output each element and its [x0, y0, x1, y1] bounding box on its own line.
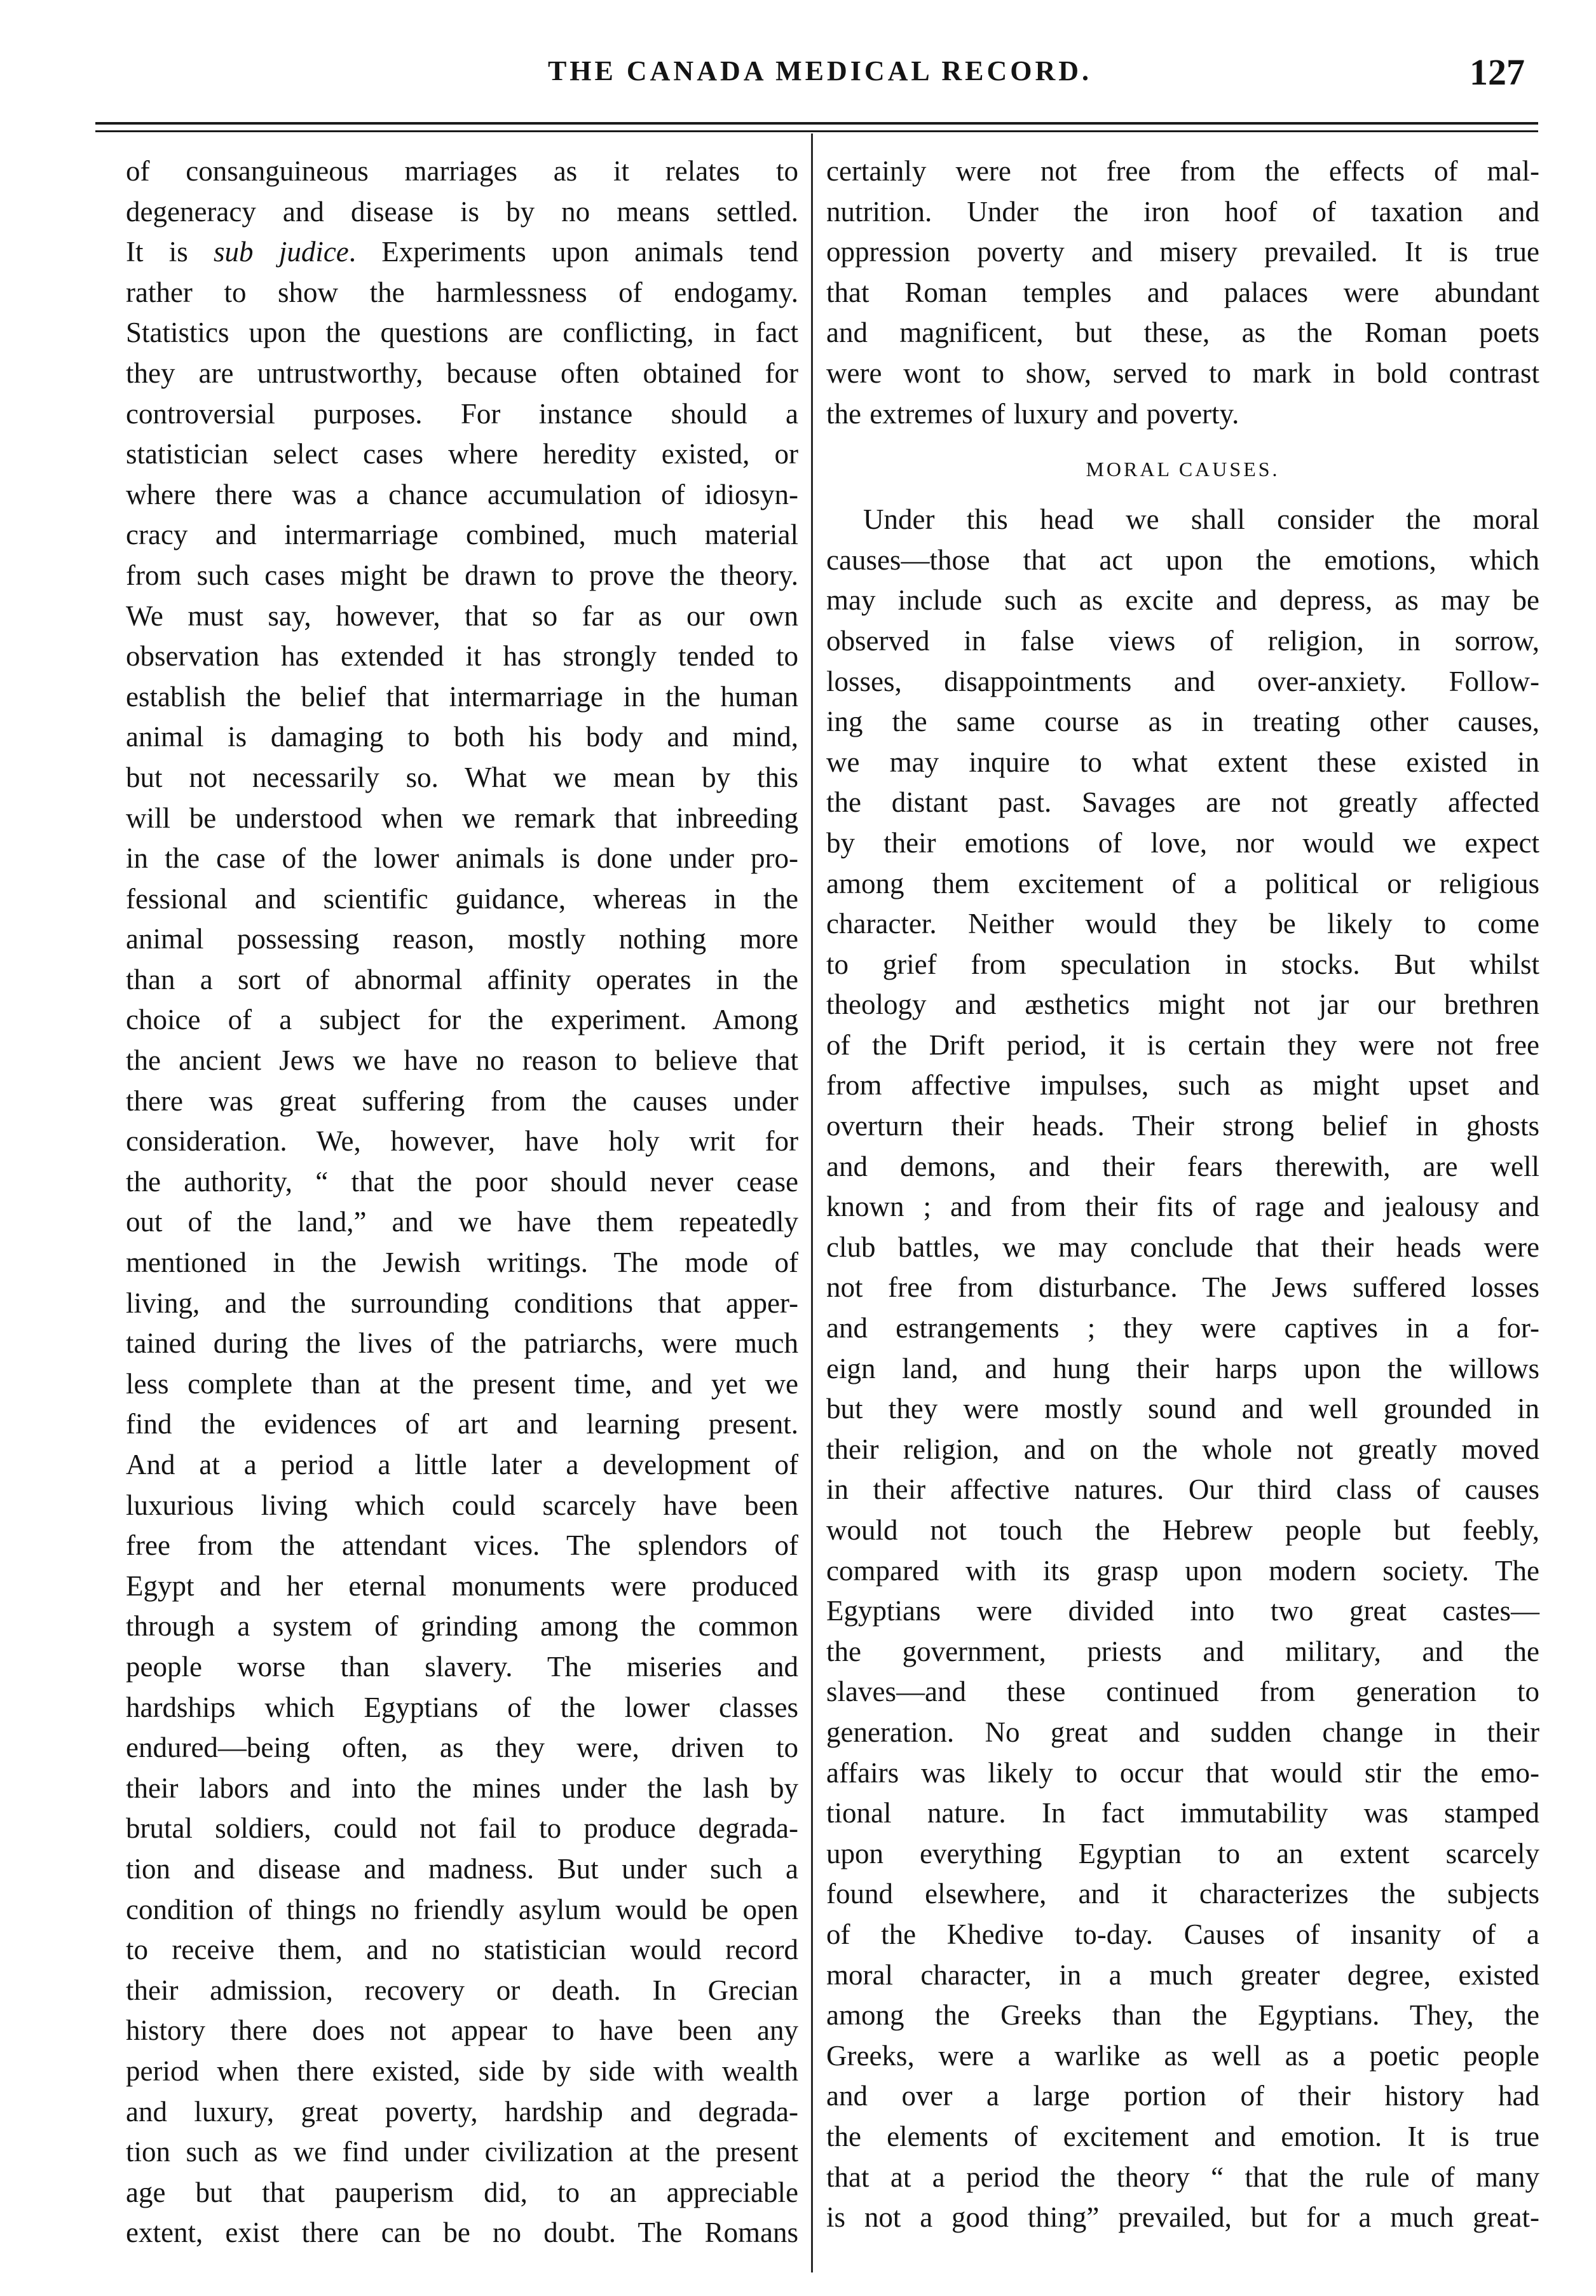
header-rule-top	[95, 122, 1538, 125]
text-line: their admission, recovery or death. In Grecian	[126, 1974, 798, 2006]
text-line: eign land, and hung their harps upon the willows	[826, 1352, 1539, 1384]
text-line: hardships which Egyptians of the lower classes	[126, 1691, 798, 1723]
text-line: of consanguineous marriages as it relates to	[126, 155, 798, 187]
text-line: slaves—and these continued from generation to	[826, 1676, 1539, 1708]
text-line: club battles, we may conclude that their heads were	[826, 1231, 1539, 1263]
text-line: It is sub judice. Experiments upon animals tend	[126, 236, 798, 268]
journal-title: THE CANADA MEDICAL RECORD.	[547, 55, 1093, 86]
text-line: tional nature. In fact immutability was stamped	[826, 1797, 1539, 1829]
text-line: tion such as we find under civilization at the present	[126, 2136, 798, 2168]
text-line: that Roman temples and palaces were abundant	[826, 276, 1539, 308]
text-line: to receive them, and no statistician would record	[126, 1934, 798, 1966]
text-line: Egypt and her eternal monuments were produced	[126, 1569, 798, 1602]
text-line: condition of things no friendly asylum would be open	[126, 1893, 798, 1925]
text-line: theology and æsthetics might not jar our brethren	[826, 988, 1539, 1021]
text-line: consideration. We, however, have holy writ for	[126, 1125, 798, 1158]
text-line: the distant past. Savages are not greatly affected	[826, 786, 1539, 819]
text-line: in the case of the lower animals is done under pro-	[126, 842, 798, 875]
text-line: found elsewhere, and it characterizes the subjects	[826, 1878, 1539, 1910]
text-line: tained during the lives of the patriarchs, were much	[126, 1327, 798, 1360]
text-line: Statistics upon the questions are conflicting, in fact	[126, 317, 798, 349]
text-line: we may inquire to what extent these existed in	[826, 746, 1539, 778]
text-line: upon everything Egyptian to an extent scarcely	[826, 1837, 1539, 1869]
left-column	[126, 151, 798, 2253]
text-line: animal possessing reason, mostly nothing more	[126, 923, 798, 955]
right-column-text-after-heading	[826, 500, 1539, 2238]
text-line: controversial purposes. For instance should a	[126, 397, 798, 430]
text-line: living, and the surrounding conditions that apper-	[126, 1287, 798, 1319]
text-line: fessional and scientific guidance, whereas in the	[126, 882, 798, 915]
text-line: the authority, “ that the poor should never cease	[126, 1165, 798, 1198]
text-line: Under this head we shall consider the moral	[863, 503, 1539, 536]
text-line: the government, priests and military, and the	[826, 1635, 1539, 1667]
text-line: from affective impulses, such as might upset and	[826, 1069, 1539, 1102]
text-line: is not a good thing” prevailed, but for a much great-	[826, 2201, 1539, 2234]
text-line: less complete than at the present time, and yet we	[126, 1367, 798, 1400]
text-line: known ; and from their fits of rage and jealousy and	[826, 1191, 1539, 1223]
text-line: compared with its grasp upon modern society. The	[826, 1554, 1539, 1587]
text-line: Egyptians were divided into two great castes—	[826, 1595, 1539, 1627]
text-line: out of the land,” and we have them repeatedly	[126, 1206, 798, 1238]
text-line: period when there existed, side by side with wealth	[126, 2054, 798, 2087]
text-line: endured—being often, as they were, driven to	[126, 1732, 798, 1764]
text-line: degeneracy and disease is by no means settled.	[126, 195, 798, 228]
text-line: statistician select cases where heredity existed, or	[126, 438, 798, 470]
text-line: establish the belief that intermarriage in the human	[126, 680, 798, 713]
text-line: overturn their heads. Their strong belief in ghosts	[826, 1110, 1539, 1142]
section-heading: MORAL CAUSES.	[1086, 458, 1280, 481]
text-line: were wont to show, served to mark in bold contrast	[826, 357, 1539, 389]
text-line: among them excitement of a political or religious	[826, 867, 1539, 899]
text-line: through a system of grinding among the common	[126, 1610, 798, 1643]
text-line: of the Khedive to-day. Causes of insanity of a	[826, 1918, 1539, 1950]
text-line: of the Drift period, it is certain they were not free	[826, 1028, 1539, 1061]
right-column	[826, 151, 1539, 2238]
text-line: causes—those that act upon the emotions, which	[826, 543, 1539, 576]
text-line: their labors and into the mines under the lash by	[126, 1772, 798, 1804]
column-divider	[811, 133, 813, 2272]
text-line: but not necessarily so. What we mean by this	[126, 761, 798, 793]
text-line: and over a large portion of their history had	[826, 2080, 1539, 2112]
text-line: and luxury, great poverty, hardship and degrada-	[126, 2095, 798, 2128]
page-number: 127	[1470, 51, 1525, 93]
text-line: We must say, however, that so far as our own	[126, 599, 798, 632]
text-line: in their affective natures. Our third class of causes	[826, 1473, 1539, 1506]
text-line: will be understood when we remark that inbreeding	[126, 802, 798, 834]
text-line: history there does not appear to have been any	[126, 2014, 798, 2047]
text-line: there was great suffering from the causes under	[126, 1084, 798, 1117]
text-line: luxurious living which could scarcely have been	[126, 1489, 798, 1521]
running-header	[0, 51, 1596, 95]
text-line: and magnificent, but these, as the Roman poets	[826, 317, 1539, 349]
text-line: choice of a subject for the experiment. Among	[126, 1004, 798, 1036]
text-line: not free from disturbance. The Jews suffered losses	[826, 1271, 1539, 1304]
text-line: people worse than slavery. The miseries and	[126, 1650, 798, 1683]
text-line: observation has extended it has strongly tended to	[126, 640, 798, 673]
text-line: moral character, in a much greater degree, existed	[826, 1958, 1539, 1991]
text-line: ing the same course as in treating other causes,	[826, 706, 1539, 738]
text-line: they are untrustworthy, because often obtained for	[126, 357, 798, 389]
text-line: extent, exist there can be no doubt. The Romans	[126, 2217, 798, 2249]
text-line: the ancient Jews we have no reason to believe that	[126, 1044, 798, 1077]
text-line: brutal soldiers, could not fail to produce degrada-	[126, 1812, 798, 1845]
text-line: free from the attendant vices. The splendors of	[126, 1529, 798, 1562]
text-line: would not touch the Hebrew people but feebly,	[826, 1514, 1539, 1546]
text-line: nutrition. Under the iron hoof of taxation and	[826, 195, 1539, 228]
header-rule-bottom	[95, 130, 1538, 132]
text-line: cracy and intermarriage combined, much material	[126, 519, 798, 551]
text-line: age but that pauperism did, to an appreciable	[126, 2176, 798, 2208]
text-line: among the Greeks than the Egyptians. They, the	[826, 1999, 1539, 2032]
italic-phrase: sub judice	[214, 236, 349, 268]
text-line: but they were mostly sound and well grounded in	[826, 1393, 1539, 1425]
text-line: may include such as excite and depress, as may be	[826, 584, 1539, 617]
text-line: the extremes of luxury and poverty.	[826, 397, 1239, 430]
right-column-text-before-heading	[826, 151, 1539, 434]
text-line: generation. No great and sudden change in their	[826, 1716, 1539, 1748]
text-line: affairs was likely to occur that would stir the emo-	[826, 1756, 1539, 1789]
text-line: Greeks, were a warlike as well as a poetic people	[826, 2039, 1539, 2072]
text-line: animal is damaging to both his body and mind,	[126, 721, 798, 753]
text-line: tion and disease and madness. But under such a	[126, 1852, 798, 1885]
text-line: where there was a chance accumulation of idiosyn-	[126, 478, 798, 510]
text-line: and demons, and their fears therewith, are well	[826, 1150, 1539, 1182]
text-line: losses, disappointments and over-anxiety. Follow-	[826, 665, 1539, 697]
text-line: character. Neither would they be likely to come	[826, 908, 1539, 940]
text-line: by their emotions of love, nor would we expect	[826, 826, 1539, 859]
text-line: mentioned in the Jewish writings. The mode of	[126, 1247, 798, 1279]
text-line: certainly were not free from the effects of mal-	[826, 155, 1539, 187]
text-line: the elements of excitement and emotion. It is true	[826, 2120, 1539, 2152]
text-line: their religion, and on the whole not greatly moved	[826, 1433, 1539, 1465]
text-line: And at a period a little later a development of	[126, 1449, 798, 1480]
text-line: and estrangements ; they were captives in a for-	[826, 1312, 1539, 1344]
text-line: oppression poverty and misery prevailed. It is true	[826, 236, 1539, 268]
text-line: observed in false views of religion, in sorrow,	[826, 624, 1539, 657]
text-line: than a sort of abnormal affinity operates in the	[126, 963, 798, 995]
text-line: from such cases might be drawn to prove the theory.	[126, 559, 798, 591]
text-line: that at a period the theory “ that the rule of many	[826, 2161, 1539, 2193]
text-line: rather to show the harmlessness of endogamy.	[126, 276, 798, 308]
text-line: to grief from speculation in stocks. But whilst	[826, 948, 1539, 980]
text-line: find the evidences of art and learning present.	[126, 1408, 798, 1440]
